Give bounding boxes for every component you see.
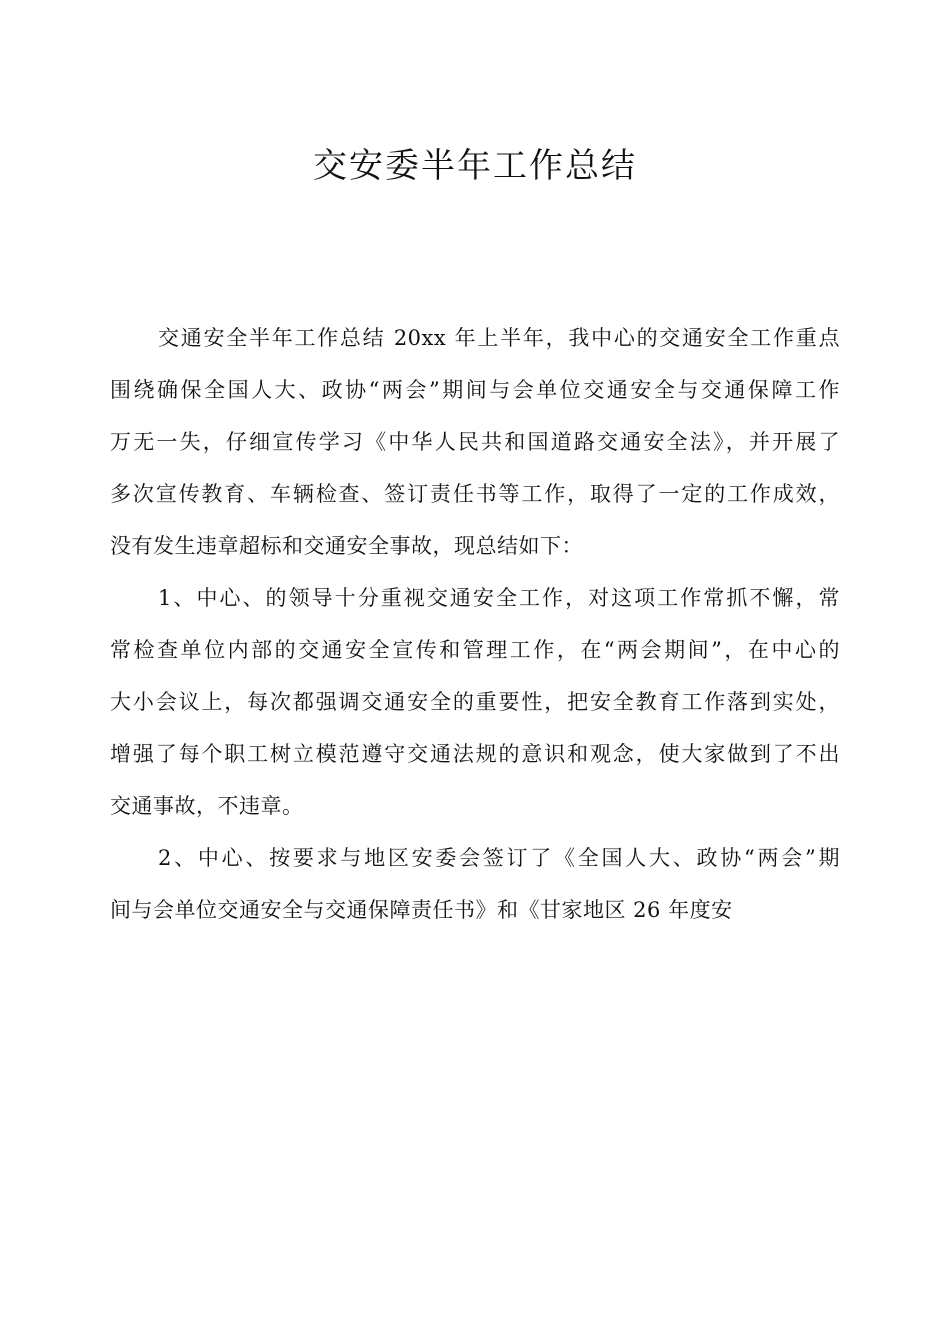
paragraph-1-line-1: 交通安全半年工作总结 20xx 年上半年，我中心的交通安全工作重点	[158, 326, 840, 350]
paragraph-1-line-2: 围绕确保全国人大、政协“两会”期间与会单位交通安全与交通保障工作	[110, 378, 840, 402]
paragraph-2-line-3: 大小会议上，每次都强调交通安全的重要性，把安全教育工作落到实处，	[110, 690, 840, 714]
paragraph-1-line-4: 多次宣传教育、车辆检查、签订责任书等工作，取得了一定的工作成效，	[110, 482, 840, 506]
document-body	[110, 312, 840, 936]
paragraph-3-line-1: 2、中心、按要求与地区安委会签订了《全国人大、政协“两会”期	[158, 846, 840, 870]
paragraph-1-line-3: 万无一失，仔细宣传学习《中华人民共和国道路交通安全法》，并开展了	[110, 430, 840, 454]
paragraph-1-line-5: 没有发生违章超标和交通安全事故，现总结如下：	[110, 534, 583, 558]
paragraph-2-line-4: 增强了每个职工树立模范遵守交通法规的意识和观念，使大家做到了不出	[110, 742, 840, 766]
paragraph-2-line-2: 常检查单位内部的交通安全宣传和管理工作，在“两会期间”，在中心的	[110, 638, 840, 662]
paragraph-2-line-1: 1、中心、的领导十分重视交通安全工作，对这项工作常抓不懈，常	[158, 586, 840, 610]
paragraph-2-line-5: 交通事故，不违章。	[110, 794, 304, 818]
paragraph-3-line-2: 间与会单位交通安全与交通保障责任书》和《甘家地区 26 年度安	[110, 898, 733, 922]
document-title: 交安委半年工作总结	[313, 146, 637, 186]
